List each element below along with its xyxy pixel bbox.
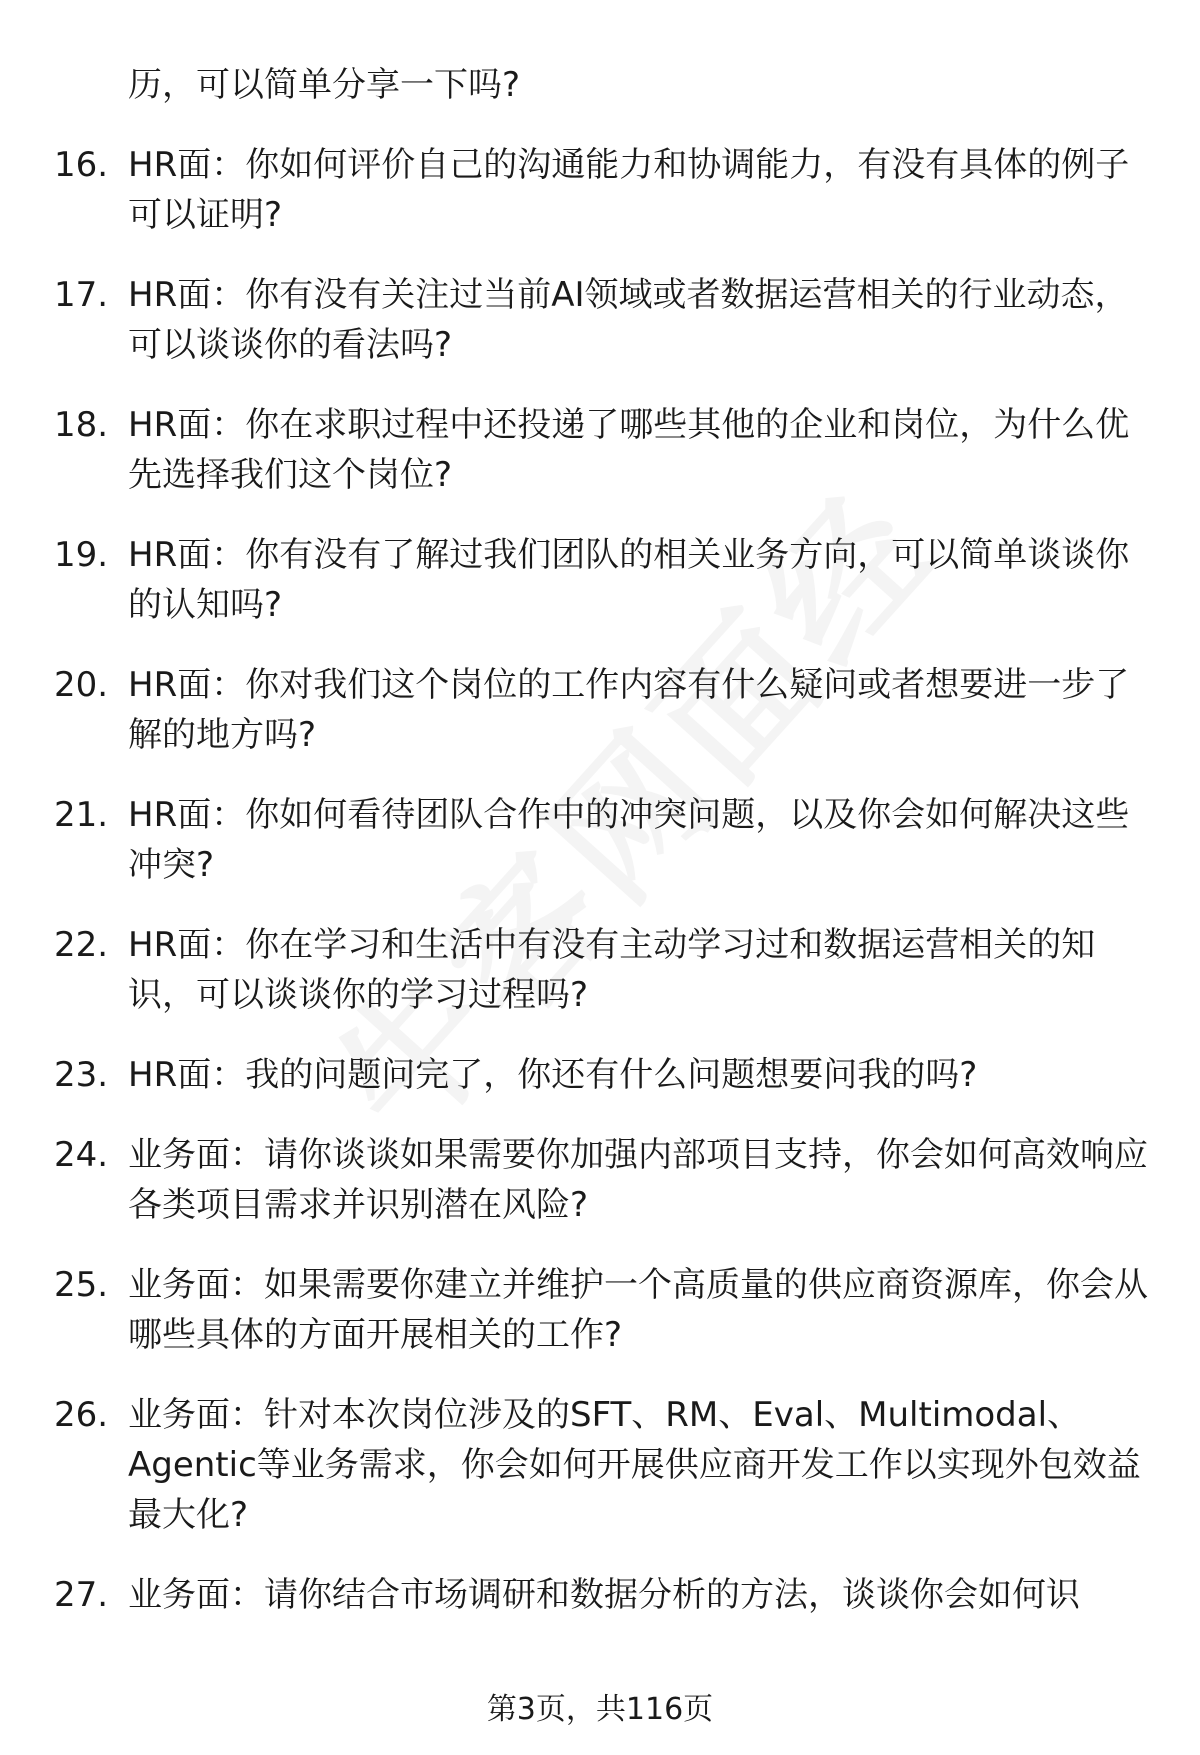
item-number: 19. [54,535,109,575]
item-text: HR面：你在求职过程中还投递了哪些其他的企业和岗位，为什么优先选择我们这个岗位? [128,405,1130,495]
item-text: HR面：你如何看待团队合作中的冲突问题，以及你会如何解决这些冲突? [128,795,1130,885]
item-text: HR面：你如何评价自己的沟通能力和协调能力，有没有具体的例子可以证明? [128,145,1130,235]
item-number: 27. [54,1575,109,1615]
item-number: 26. [54,1395,109,1435]
list-item [54,60,1154,110]
item-number: 18. [54,405,109,445]
item-text: HR面：我的问题问完了，你还有什么问题想要问我的吗? [128,1055,978,1095]
list-item [54,790,1154,890]
list-item [54,920,1154,1020]
list-item [54,140,1154,240]
item-text: 业务面：请你结合市场调研和数据分析的方法，谈谈你会如何识 [128,1575,1080,1615]
item-number: 20. [54,665,109,705]
item-number: 25. [54,1265,109,1305]
item-text: 业务面：请你谈谈如果需要你加强内部项目支持，你会如何高效响应各类项目需求并识别潜在风险? [128,1135,1148,1225]
item-number: 16. [54,145,109,185]
list-item [54,1260,1154,1360]
list-item [54,270,1154,370]
list-item [54,1130,1154,1230]
list-item [54,1570,1154,1620]
item-text: 业务面：针对本次岗位涉及的SFT、RM、Eval、Multimodal、Agentic等业务需求，你会如何开展供应商开发工作以实现外包效益最大化? [128,1395,1141,1535]
item-text: 历，可以简单分享一下吗? [128,65,521,105]
list-item [54,400,1154,500]
page-footer: 第3页，共116页 [486,1692,714,1727]
question-list [54,60,1154,1650]
item-text: HR面：你有没有关注过当前AI领域或者数据运营相关的行业动态，可以谈谈你的看法吗? [128,275,1129,365]
item-number: 17. [54,275,109,315]
item-number: 23. [54,1055,109,1095]
list-item [54,530,1154,630]
item-number: 21. [54,795,109,835]
item-number: 24. [54,1135,109,1175]
item-text: HR面：你在学习和生活中有没有主动学习过和数据运营相关的知识，可以谈谈你的学习过程吗? [128,925,1096,1015]
list-item [54,660,1154,760]
item-number: 22. [54,925,109,965]
item-text: HR面：你对我们这个岗位的工作内容有什么疑问或者想要进一步了解的地方吗? [128,665,1130,755]
list-item [54,1050,1154,1100]
list-item [54,1390,1154,1540]
item-text: HR面：你有没有了解过我们团队的相关业务方向，可以简单谈谈你的认知吗? [128,535,1130,625]
item-text: 业务面：如果需要你建立并维护一个高质量的供应商资源库，你会从哪些具体的方面开展相关的工作? [128,1265,1148,1355]
